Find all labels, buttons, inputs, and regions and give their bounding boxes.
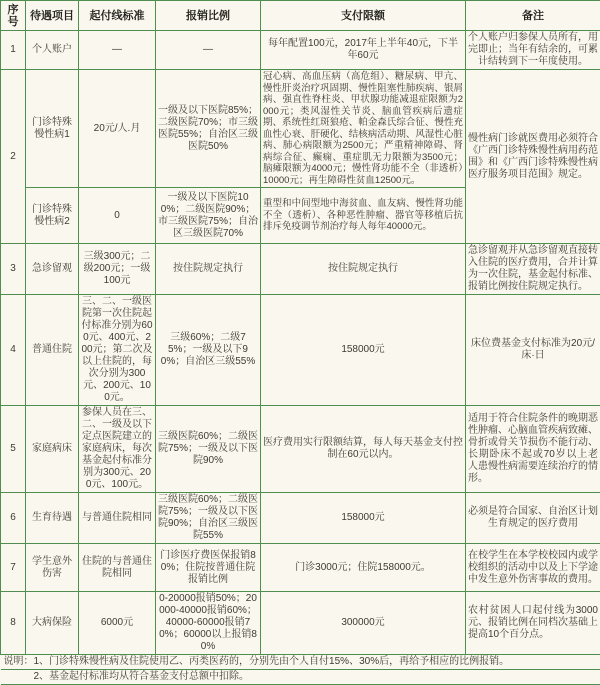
cell-r5-deductible: 参保人员在三、二、一级及以下定点医院建立的家庭病床，每次基金起付标准分别为300元、200元、100元。 [79,406,156,493]
notes-row-2 [1,670,600,685]
cell-r3-limit: 按住院规定执行 [261,244,466,295]
header-remark: 备注 [466,1,600,31]
cell-r8-remark: 农村贫困人口起付线为3000元、报销比例在同档次基础上提高10个百分点。 [466,592,600,655]
cell-r3-no: 3 [1,244,26,295]
table-row [1,295,600,406]
cell-r2a-ratio: 一级及以下医院85%；二级医院70%；市三级医院55%；自治区三级医院50% [156,70,261,188]
header-item: 待遇项目 [26,1,79,31]
cell-r3-ratio: 按住院规定执行 [156,244,261,295]
cell-r5-ratio: 三级医院60%；二级医院75%；一级及以下医院90% [156,406,261,493]
table-row [1,406,600,493]
cell-r7-item: 学生意外伤害 [26,544,79,592]
cell-r1-no: 1 [1,31,26,70]
cell-r5-limit: 医疗费用实行限额结算，每人每天基金支付控制在60元以内。 [261,406,466,493]
cell-r2b-limit: 重型和中间型地中海贫血、血友病、慢性肾功能不全（透析）、各种恶性肿瘤、器官等移植后抗排斥免疫调节剂治疗每人每年40000元。 [261,188,466,244]
table-row [1,31,600,70]
cell-r1-ratio: — [156,31,261,70]
cell-r6-deductible: 与普通住院相同 [79,493,156,544]
table-row [1,493,600,544]
note-text-1: 1、门诊特殊慢性病及住院使用乙、丙类医药的，分别先由个人自付15%、30%后，再给予相应的比例报销。 [34,656,510,667]
table-row [1,70,600,188]
notes-label: 说明： [4,656,34,667]
cell-r5-no: 5 [1,406,26,493]
table-row [1,244,600,295]
cell-r4-no: 4 [1,295,26,406]
cell-r5-remark: 适用于符合住院条件的晚期恶性肿瘤、心脑血管疾病致瘫、骨折或骨关节损伤不能行动、长期卧床不起或70岁以上老人患慢性病需要连续治疗的情形。 [466,406,600,493]
cell-r2b-deductible: 0 [79,188,156,244]
cell-r8-ratio: 0-20000报销50%；20000-40000报销60%；40000-60000报销70%；60000以上报销80% [156,592,261,655]
cell-r2-remark: 慢性病门诊就医费用必须符合《广西门诊特殊慢性病用药范围》和《广西门诊特殊慢性病医疗服务项目范围》规定。 [466,70,600,244]
cell-r8-item: 大病保险 [26,592,79,655]
cell-r5-item: 家庭病床 [26,406,79,493]
cell-r6-item: 生育待遇 [26,493,79,544]
header-limit: 支付限额 [261,1,466,31]
cell-r4-remark: 床位费基金支付标准为20元/床·日 [466,295,600,406]
cell-r2a-item: 门诊特殊慢性病1 [26,70,79,188]
cell-r7-limit: 门诊3000元；住院158000元。 [261,544,466,592]
cell-r4-item: 普通住院 [26,295,79,406]
cell-r4-deductible: 三、二、一级医院第一次住院起付标准分别为600元、400元、200元；第二次及以上住院的，每次分别为300元、200元、100元。 [79,295,156,406]
cell-r6-no: 6 [1,493,26,544]
header-no: 序号 [1,1,26,31]
cell-r2a-deductible: 20元/人.月 [79,70,156,188]
cell-r1-deductible: — [79,31,156,70]
cell-r2b-ratio: 一级及以下医院100%；二级医院90%；市三级医院75%；自治区三级医院70% [156,188,261,244]
cell-r6-limit: 158000元 [261,493,466,544]
header-ratio: 报销比例 [156,1,261,31]
cell-r3-remark: 急诊留观并从急诊留观直接转入住院的医疗费用，合并计算为一次住院，基金起付标准、报销比例按住院规定执行。 [466,244,600,295]
cell-r7-ratio: 门诊医疗费医保报销80%；住院按普通住院报销比例 [156,544,261,592]
cell-r2a-limit: 冠心病、高血压病（高危组）、糖尿病、甲亢、慢性肝炎治疗巩固期、慢性阻塞性肺疾病、银屑病、强直性脊柱炎、甲状腺功能减退症限额为2000元；类风湿性关节炎、脑血管疾病后遗症期、系统性红斑狼疮、帕金森氏综合征、慢性充血性心衰、肝硬化、结核病活动期、风湿性心脏病、肺心病限额为2500元；严重精神障碍、肾病综合征、癫痫、重症肌无力限额为3500元；脑瘫限额为4000元；慢性肾功能不全（非透析）10000元；再生障碍性贫血12500元。 [261,70,466,188]
cell-r6-ratio: 三级医院60%；二级医院75%；一级及以下医院90%；自治区三级医院55% [156,493,261,544]
cell-r7-no: 7 [1,544,26,592]
cell-r8-limit: 300000元 [261,592,466,655]
cell-r8-no: 8 [1,592,26,655]
cell-r7-deductible: 住院的与普通住院相同 [79,544,156,592]
table-row [1,544,600,592]
cell-r1-item: 个人账户 [26,31,79,70]
cell-r2b-item: 门诊特殊慢性病2 [26,188,79,244]
cell-r2-no: 2 [1,70,26,244]
cell-r8-deductible: 6000元 [79,592,156,655]
cell-r3-deductible: 三级300元；二级200元；一级100元 [79,244,156,295]
cell-r1-limit: 每年配置100元，2017年上半年40元，下半年60元 [261,31,466,70]
table-header-row [1,1,600,31]
note-text-2: 2、基金起付标准均从符合基金支付总额中扣除。 [4,671,599,683]
note-line-2 [1,670,600,685]
notes-row-1 [1,655,600,670]
cell-r7-remark: 在校学生在本学校校园内或学校组织的活动中以及上下学途中发生意外伤害事故的费用。 [466,544,600,592]
cell-r1-remark: 个人账户归参保人员所有，用完即止；当年有结余的，可累计结转到下一年度使用。 [466,31,600,70]
header-deductible: 起付线标准 [79,1,156,31]
cell-r4-ratio: 三级60%；二级75%；一级及以下90%；自治区三级55% [156,295,261,406]
cell-r3-item: 急诊留观 [26,244,79,295]
note-line-1 [1,655,600,670]
cell-r6-remark: 必须是符合国家、自治区计划生育规定的医疗费用 [466,493,600,544]
cell-r4-limit: 158000元 [261,295,466,406]
table-row [1,592,600,655]
